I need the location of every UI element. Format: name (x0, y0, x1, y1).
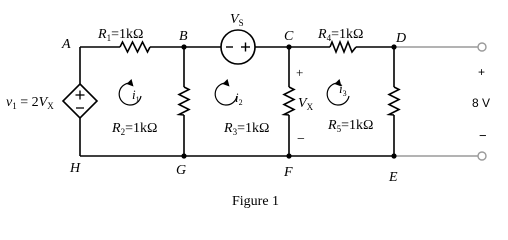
i1-label: $i_1$ (132, 87, 140, 104)
r4-label: $R_4=1k\Omega$ (318, 27, 364, 43)
loop-arrow-i2 (215, 79, 237, 105)
vx-label: $V_X$ (298, 96, 314, 112)
node-label-b: B (179, 29, 188, 44)
resistor-r1 (120, 42, 150, 52)
r5-label: $R_5=1k\Omega$ (328, 118, 374, 134)
output-voltage-label: 8 V (472, 96, 491, 110)
output-plus-sign: + (478, 65, 486, 79)
r2-label: $R_2=1k\Omega$ (112, 121, 158, 137)
output-minus-sign: − (479, 128, 487, 143)
resistor-r4 (330, 42, 356, 52)
output-terminal-top (478, 43, 486, 51)
node-label-d: D (396, 31, 407, 46)
node-dot-e (391, 153, 396, 158)
resistor-r2 (179, 87, 189, 115)
r3-label: $R_3=1k\Omega$ (224, 121, 270, 137)
vx-minus-sign: − (297, 132, 305, 147)
vx-plus-sign: + (296, 65, 304, 80)
i3-label: $i_3$ (339, 81, 347, 98)
node-label-g: G (176, 163, 187, 178)
node-label-e: E (389, 170, 398, 185)
node-label-c: C (284, 29, 294, 44)
resistor-r3 (284, 87, 294, 115)
output-terminal-bottom (478, 152, 486, 160)
i2-label: $i_2$ (235, 90, 243, 107)
node-label-a: A (62, 37, 71, 52)
node-dot-f (286, 153, 291, 158)
node-label-f: F (284, 165, 293, 180)
figure-caption: Figure 1 (232, 194, 280, 209)
dependent-voltage-source (63, 84, 97, 118)
node-label-h: H (70, 161, 81, 176)
dependent-source-label: $v_1 = 2V_X$ (6, 95, 54, 111)
vs-label: $V_S$ (230, 12, 244, 28)
node-dot-g (181, 153, 186, 158)
voltage-source-vs (221, 30, 255, 64)
node-dot-c (286, 44, 291, 49)
resistor-r5 (389, 87, 399, 115)
r1-label: $R_1=1k\Omega$ (98, 27, 144, 43)
node-dot-b (181, 44, 186, 49)
